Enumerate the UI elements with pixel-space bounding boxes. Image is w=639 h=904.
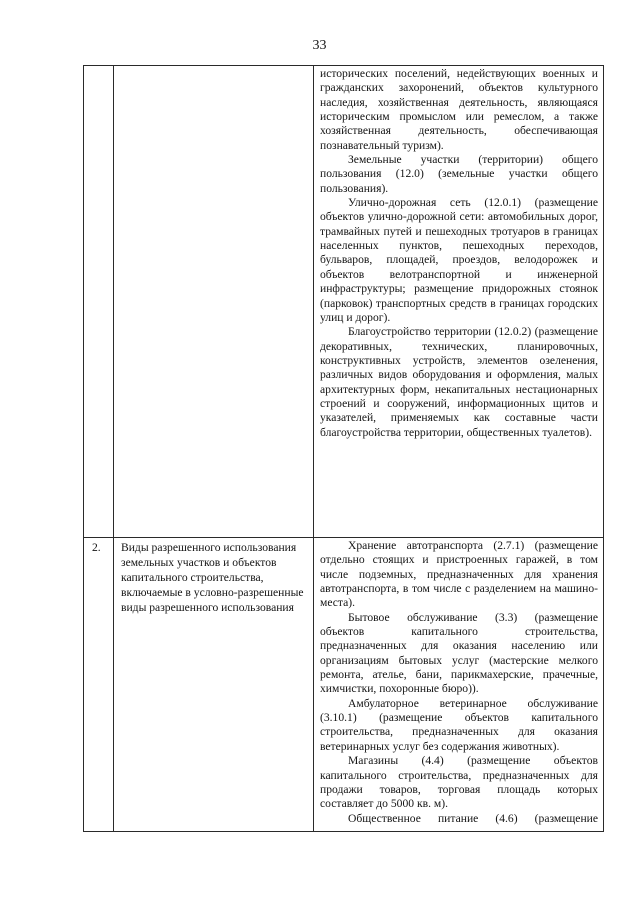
paragraph: Земельные участки (территории) общего пользования (12.0) (земельные участки общего пользования). [320,153,598,195]
paragraph: Амбулаторное ветеринарное обслуживание (3.10.1) (размещение объектов капитального строительства, предназначенных для оказания ветеринарных услуг без содержания животных). [320,696,598,753]
row-number [84,66,114,538]
paragraph: Магазины (4.4) (размещение объектов капитального строительства, предназначенных для продажи товаров, торговая площадь которых составляет до 5000 кв. м). [320,754,598,811]
row-content [314,538,604,832]
row-label [114,66,314,538]
row-number: 2. [84,538,114,832]
page-number: 33 [312,38,327,53]
table-row [84,538,604,832]
paragraph: исторических поселений, недействующих военных и гражданских захоронений, объектов культурного наследия, хозяйственная деятельность, являющаяся историческим промыслом или ремеслом, а также хозяйственная деятельность, обеспечивающая познавательный туризм). [320,67,598,152]
zoning-table [83,65,604,832]
paragraph: Общественное питание (4.6) (размещение [348,811,598,825]
table-row [84,66,604,538]
paragraph: Бытовое обслуживание (3.3) (размещение объектов капитального строительства, предназначенных для оказания населению или организациям бытовых услуг (мастерские мелкого ремонта, ателье, бани, парикмахерские, прачечные, химчистки, похоронные бюро)). [320,610,598,696]
paragraph: Хранение автотранспорта (2.7.1) (размещение отдельно стоящих и пристроенных гаражей, в том числе подземных, предназначенных для хранения автотранспорта, в том числе с разделением на машино-места). [320,539,598,610]
paragraph: Благоустройство территории (12.0.2) (размещение декоративных, технических, планировочных, конструктивных устройств, элементов озеленения, различных видов оборудования и оформления, малых архитектурных форм, некапитальных нестационарных строений и сооружений, информационных щитов и указателей, применяемых как составные части благоустройства территории, общественных туалетов). [320,325,598,439]
row-label: Виды разрешенного использования земельных участков и объектов капитального строительства, включаемые в условно-разрешенные виды разрешенного использования [114,538,314,832]
paragraph: Улично-дорожная сеть (12.0.1) (размещение объектов улично-дорожной сети: автомобильных дорог, трамвайных путей и пешеходных тротуаров в границах населенных пунктов, пешеходных переходов, бульваров, площадей, проездов, велодорожек и объектов велотранспортной и инженерной инфраструктуры; размещение придорожных стоянок (парковок) транспортных средств в границах городских улиц и дорог). [320,196,598,324]
row-content [314,66,604,538]
